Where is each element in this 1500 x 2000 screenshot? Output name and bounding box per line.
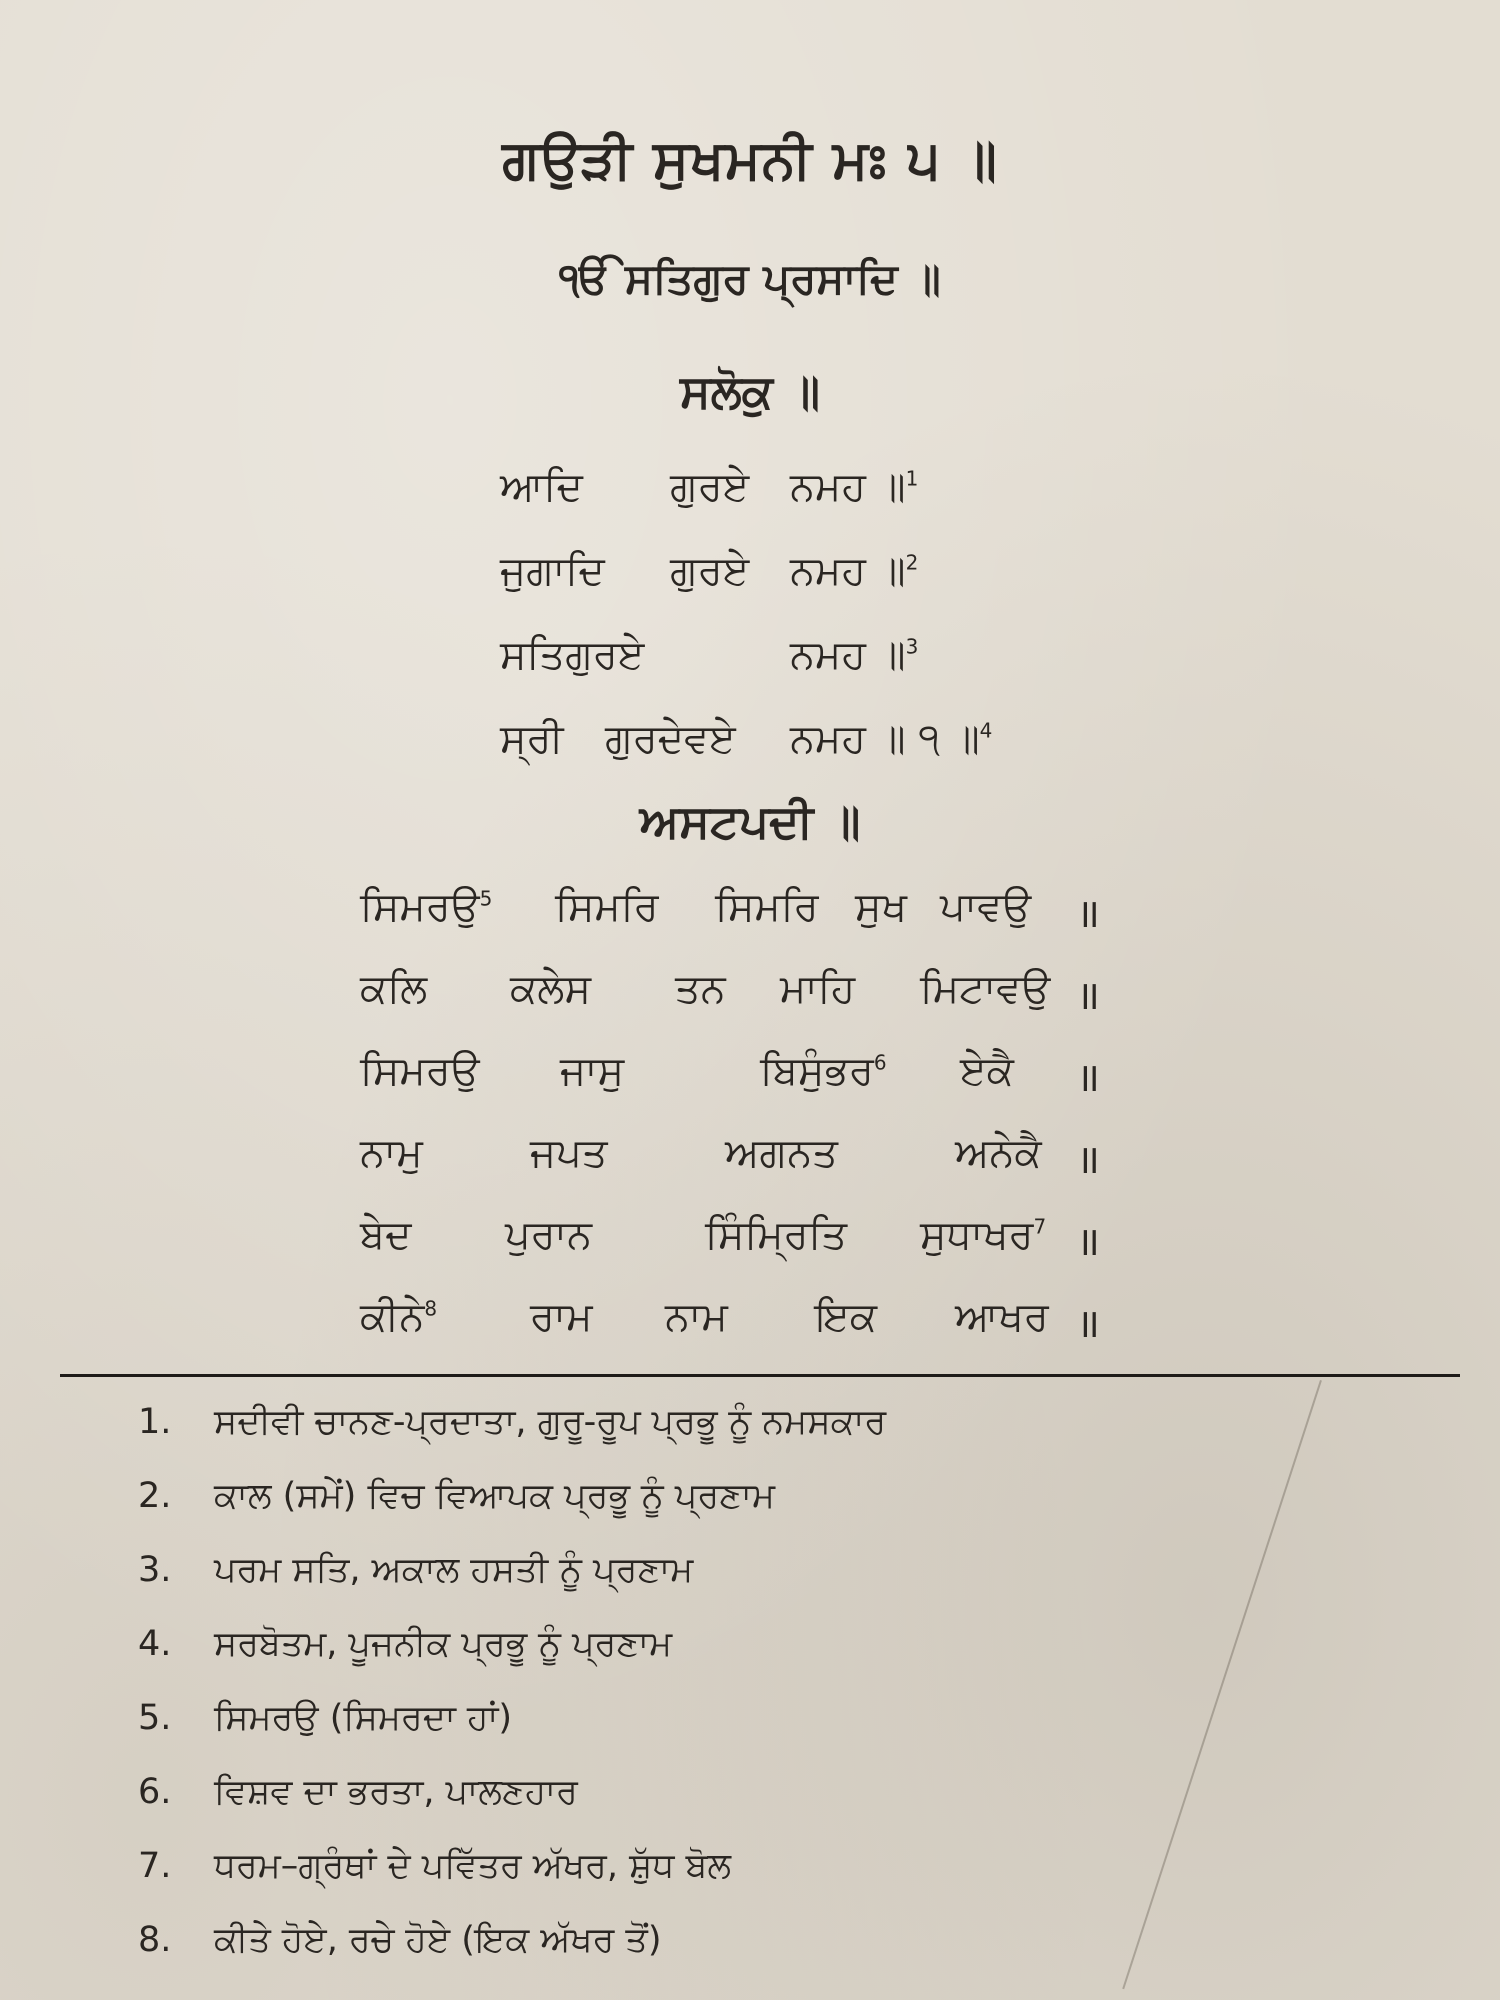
verse-word: ਸੁਖ bbox=[855, 884, 907, 930]
footnote-text: ਸਦੀਵੀ ਚਾਨਣ-ਪ੍ਰਦਾਤਾ, ਗੁਰੂ-ਰੂਪ ਪ੍ਰਭੂ ਨੂੰ ਨਮਸਕਾਰ bbox=[214, 1402, 887, 1442]
footnote-marker: 2 bbox=[905, 550, 919, 575]
slok-end: ਨਮਹ ॥ bbox=[790, 632, 906, 678]
verse-word: ਰਾਮ bbox=[530, 1294, 593, 1340]
footnote-item bbox=[138, 1402, 886, 1442]
mool-mantar-subtitle: ੴ ਸਤਿਗੁਰ ਪ੍ਰਸਾਦਿ ॥ bbox=[559, 254, 941, 303]
footnote-text: ਪਰਮ ਸਤਿ, ਅਕਾਲ ਹਸਤੀ ਨੂੰ ਪ੍ਰਣਾਮ bbox=[214, 1550, 694, 1590]
verse-word: ਜਪਤ bbox=[530, 1130, 608, 1176]
footnote-item bbox=[138, 1846, 731, 1886]
verse-end: ॥ bbox=[1076, 973, 1100, 1019]
verse-word: ਸਿਮਰਿ bbox=[715, 884, 819, 930]
footnote-text: ਧਰਮ–ਗ੍ਰੰਥਾਂ ਦੇ ਪਵਿੱਤਰ ਅੱਖਰ, ਸ਼ੁੱਧ ਬੋਲ bbox=[214, 1846, 732, 1886]
verse-end: ॥ bbox=[1076, 1219, 1100, 1265]
footnote-marker: 1 bbox=[905, 466, 919, 491]
footnote-text: ਕਾਲ (ਸਮੇਂ) ਵਿਚ ਵਿਆਪਕ ਪ੍ਰਭੂ ਨੂੰ ਪ੍ਰਣਾਮ bbox=[214, 1476, 775, 1516]
verse-end: ॥ bbox=[1076, 1055, 1100, 1101]
slok-word: ਗੁਰਏ bbox=[670, 464, 750, 510]
footnote-number: 6. bbox=[138, 1772, 172, 1812]
verse-word: ਪਾਵਉ bbox=[940, 884, 1032, 930]
slok-word: ਸ੍ਰੀ bbox=[500, 716, 564, 762]
verse-word: ਸਿਮਰਉ bbox=[360, 884, 480, 930]
footnote-marker: 5 bbox=[479, 886, 493, 911]
footnote-marker: 8 bbox=[424, 1296, 438, 1321]
footnote-number: 7. bbox=[138, 1846, 172, 1886]
footnote-item bbox=[138, 1624, 672, 1664]
footnote-number: 3. bbox=[138, 1550, 172, 1590]
footnote-number: 4. bbox=[138, 1624, 172, 1664]
slok-heading: ਸਲੋਕੁ ॥ bbox=[679, 364, 821, 418]
slok-end: ਨਮਹ ॥ bbox=[790, 464, 906, 510]
verse-end: ॥ bbox=[1076, 1137, 1100, 1183]
verse-word: ਬਿਸੁੰਭਰ bbox=[760, 1048, 874, 1094]
footnote-item bbox=[138, 1772, 578, 1812]
verse-word: ਮਿਟਾਵਉ bbox=[920, 966, 1051, 1012]
footnote-number: 5. bbox=[138, 1698, 172, 1738]
verse-word: ਬੇਦ bbox=[360, 1212, 412, 1258]
verse-word: ਸਿਮਰਉ bbox=[360, 1048, 480, 1094]
verse-word: ਸੁਧਾਖਰ bbox=[920, 1212, 1034, 1258]
verse-word: ਸਿੰਮ੍ਰਿਤਿ bbox=[705, 1212, 847, 1258]
footnote-number: 2. bbox=[138, 1476, 172, 1516]
footnote-marker: 4 bbox=[979, 718, 993, 743]
footnote-text: ਸਿਮਰਉ (ਸਿਮਰਦਾ ਹਾਂ) bbox=[214, 1698, 513, 1738]
slok-end: ਨਮਹ ॥ bbox=[790, 548, 906, 594]
paper-crease bbox=[1122, 1380, 1322, 1989]
footnote-text: ਕੀਤੇ ਹੋਏ, ਰਚੇ ਹੋਏ (ਇਕ ਅੱਖਰ ਤੋਂ) bbox=[214, 1920, 662, 1960]
page-title: ਗਉੜੀ ਸੁਖਮਨੀ ਮਃ ੫ ॥ bbox=[502, 128, 998, 191]
verse-word: ਕੀਨੇ bbox=[360, 1294, 425, 1340]
footnote-divider bbox=[60, 1374, 1460, 1377]
slok-word: ਗੁਰਏ bbox=[670, 548, 750, 594]
footnote-text: ਵਿਸ਼ਵ ਦਾ ਭਰਤਾ, ਪਾਲਣਹਾਰ bbox=[214, 1772, 578, 1812]
verse-word: ਤਨ bbox=[675, 966, 726, 1012]
footnote-item bbox=[138, 1920, 662, 1960]
verse-word: ਅਗਨਤ bbox=[725, 1130, 838, 1176]
footnote-number: 1. bbox=[138, 1402, 172, 1442]
verse-word: ਅਨੇਕੈ bbox=[955, 1130, 1042, 1176]
verse-word: ਸਿਮਰਿ bbox=[555, 884, 659, 930]
verse-word: ਜਾਸੁ bbox=[560, 1048, 625, 1094]
footnote-text: ਸਰਬੋਤਮ, ਪੂਜਨੀਕ ਪ੍ਰਭੂ ਨੂੰ ਪ੍ਰਣਾਮ bbox=[214, 1624, 673, 1664]
verse-word: ਨਾਮੁ bbox=[360, 1130, 423, 1176]
footnote-item bbox=[138, 1698, 512, 1738]
slok-word: ਜੁਗਾਦਿ bbox=[500, 548, 605, 594]
verse-word: ਕਲੇਸ bbox=[510, 966, 591, 1012]
verse-word: ਆਖਰ bbox=[955, 1294, 1049, 1340]
footnote-marker: 6 bbox=[873, 1050, 887, 1075]
footnote-marker: 7 bbox=[1033, 1214, 1047, 1239]
verse-word: ਕਲਿ bbox=[360, 966, 428, 1012]
verse-word: ਮਾਹਿ bbox=[780, 966, 856, 1012]
slok-word: ਆਦਿ bbox=[500, 464, 583, 510]
verse-end: ॥ bbox=[1076, 1301, 1100, 1347]
footnote-item bbox=[138, 1550, 693, 1590]
slok-word: ਗੁਰਦੇਵਏ bbox=[605, 716, 736, 762]
footnote-number: 8. bbox=[138, 1920, 172, 1960]
verse-word: ਨਾਮ bbox=[665, 1294, 728, 1340]
slok-word: ਸਤਿਗੁਰਏ bbox=[500, 632, 645, 678]
footnote-marker: 3 bbox=[905, 634, 919, 659]
astpadi-heading: ਅਸਟਪਦੀ ॥ bbox=[639, 794, 861, 848]
verse-word: ਪੁਰਾਨ bbox=[505, 1212, 593, 1258]
footnote-item bbox=[138, 1476, 775, 1516]
verse-word: ਏਕੈ bbox=[960, 1048, 1014, 1094]
verse-word: ਇਕ bbox=[815, 1294, 878, 1340]
slok-end: ਨਮਹ ॥ ੧ ॥ bbox=[790, 716, 980, 762]
verse-end: ॥ bbox=[1076, 891, 1100, 937]
